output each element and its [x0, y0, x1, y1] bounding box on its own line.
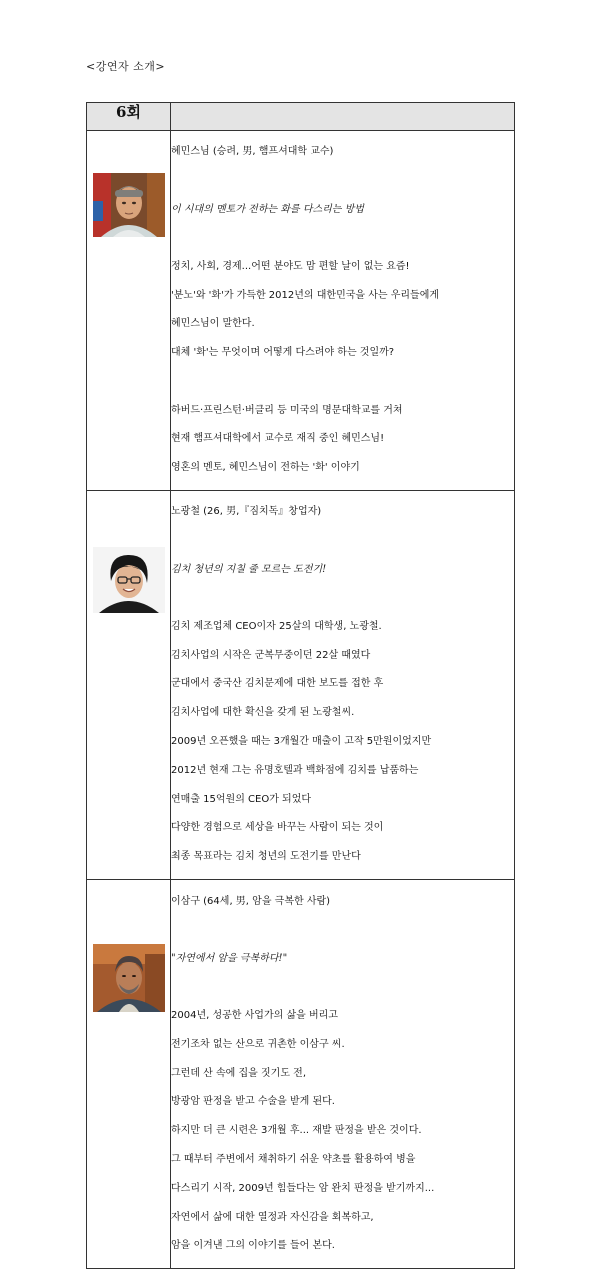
speaker-bio-line: 하버드·프린스턴·버클리 등 미국의 명문대학교를 거쳐: [171, 404, 403, 416]
speaker-bio-line: 김치사업의 시작은 군복무중이던 22살 때였다: [171, 649, 371, 661]
speaker-name-line: 이삼구 (64세, 男, 암을 극복한 사람): [171, 895, 331, 907]
speaker-bio-line: 군대에서 중국산 김치문제에 대한 보도를 접한 후: [171, 678, 384, 690]
portrait-image: [93, 944, 165, 1012]
speaker-bio-line: 김치사업에 대한 확신을 갖게 된 노광철씨.: [171, 707, 355, 719]
portrait-image: [93, 173, 165, 237]
speaker-row: [87, 490, 515, 879]
speaker-photo-cell: [87, 131, 171, 491]
speaker-row: [87, 131, 515, 491]
speaker-tagline: "자연에서 암을 극복하다!": [171, 952, 288, 964]
speaker-bio-line: 2012년 현재 그는 유명호텔과 백화점에 김치를 납품하는: [171, 764, 419, 776]
speaker-bio-line: 최종 목표라는 김치 청년의 도전기를 만난다: [171, 851, 361, 863]
speaker-bio-line: '분노'와 '화'가 가득한 2012년의 대한민국을 사는 우리들에게: [171, 289, 440, 301]
portrait-image: [93, 547, 165, 613]
speaker-name-line: 혜민스님 (승려, 男, 햄프셔대학 교수): [171, 146, 334, 158]
speaker-bio-line: 자연에서 삶에 대한 열정과 자신감을 회복하고,: [171, 1211, 374, 1223]
speaker-photo-monk: [93, 173, 165, 237]
speaker-photo-cell: [87, 880, 171, 1269]
speaker-info-cell: [171, 131, 515, 491]
section-label: <강연자 소개>: [86, 60, 166, 73]
speaker-bio-line: 다스리기 시작, 2009년 힘들다는 암 완치 판정을 받기까지...: [171, 1182, 435, 1194]
speaker-info-cell: [171, 880, 515, 1269]
speaker-bio-line: 영혼의 멘토, 혜민스님이 전하는 '화' 이야기: [171, 462, 360, 474]
speaker-bio-line: 혜민스님이 말한다.: [171, 318, 255, 330]
speaker-bio-line: 정치, 사회, 경제...어떤 분야도 맘 편할 날이 없는 요즘!: [171, 260, 410, 272]
speaker-bio-line: 대체 '화'는 무엇이며 어떻게 다스려야 하는 것일까?: [171, 347, 395, 359]
speaker-bio-line: 연매출 15억원의 CEO가 되었다: [171, 793, 312, 805]
speaker-bio-line: 2009년 오픈했을 때는 3개월간 매출이 고작 5만원이었지만: [171, 736, 432, 748]
speaker-bio-line: 김치 제조업체 CEO이자 25살의 대학생, 노광철.: [171, 620, 382, 632]
round-header-row: [87, 103, 515, 131]
speaker-row: [87, 880, 515, 1269]
speaker-bio-line: 암을 이겨낸 그의 이야기를 들어 본다.: [171, 1240, 335, 1252]
speaker-table: [86, 102, 515, 1269]
speaker-bio-line: 그 때부터 주변에서 채취하기 쉬운 약초를 활용하여 병을: [171, 1154, 416, 1165]
speaker-photo-survivor: [93, 944, 165, 1012]
speaker-tagline: 김치 청년의 지칠 줄 모르는 도전기!: [171, 563, 327, 575]
speaker-photo-cell: [87, 490, 171, 879]
speaker-bio-line: 하지만 더 큰 시련은 3개월 후... 재발 판정을 받은 것이다.: [171, 1125, 422, 1137]
speaker-bio-line: 2004년, 성공한 사업가의 삶을 버리고: [171, 1009, 338, 1021]
speaker-tagline: 이 시대의 멘토가 전하는 화를 다스리는 방법: [171, 203, 364, 215]
speaker-bio-line: 그런데 산 속에 집을 짓기도 전,: [171, 1067, 306, 1079]
speaker-bio-line: 방광암 판정을 받고 수술을 받게 된다.: [171, 1096, 335, 1108]
speaker-info-cell: [171, 490, 515, 879]
round-header-empty: [171, 103, 515, 131]
speaker-bio-line: 다양한 경험으로 세상을 바꾸는 사람이 되는 것이: [171, 822, 384, 834]
round-label: 6회: [87, 103, 171, 131]
speaker-photo-ceo: [93, 547, 165, 613]
speaker-name-line: 노광철 (26, 男,『짐치독』창업자): [171, 506, 322, 518]
speaker-bio-line: 현재 햄프셔대학에서 교수로 재직 중인 혜민스님!: [171, 433, 385, 445]
speaker-bio-line: 전기조차 없는 산으로 귀촌한 이삼구 씨.: [171, 1038, 345, 1050]
